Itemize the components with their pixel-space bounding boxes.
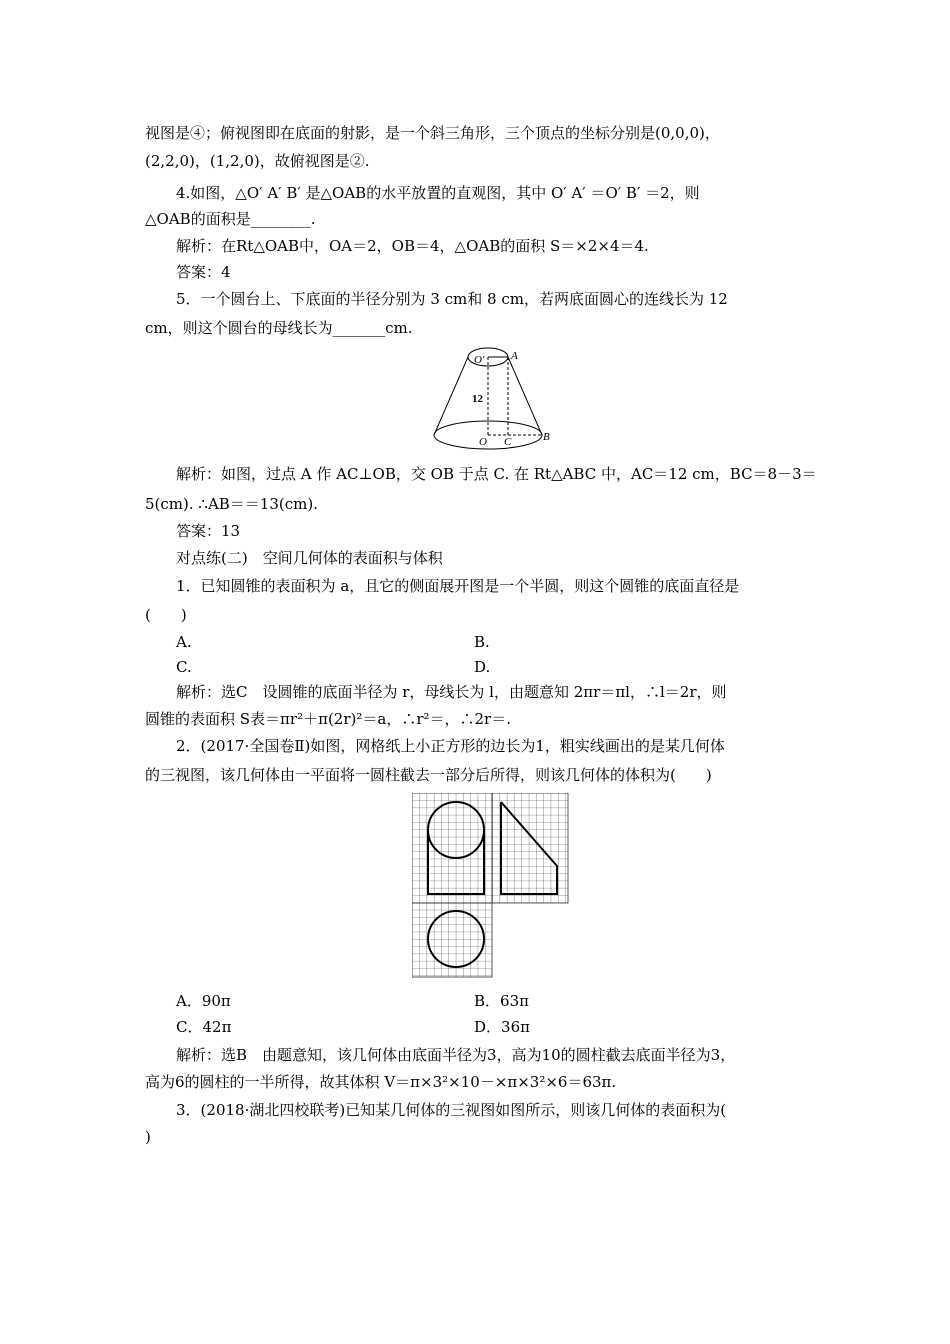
text-line: 5(cm). ∴AB＝＝13(cm). xyxy=(145,495,318,513)
answer-4: 答案：4 xyxy=(176,263,231,281)
answer-5: 答案：13 xyxy=(176,522,241,540)
question-1: 1．已知圆锥的表面积为 a，且它的侧面展开图是一个半圆，则这个圆锥的底面直径是 xyxy=(176,577,740,595)
option-c: C. xyxy=(176,658,192,676)
option-a: A．90π xyxy=(176,992,231,1010)
label-12: 12 xyxy=(472,393,483,405)
question-4: 4.如图，△O′ A′ B′ 是△OAB的水平放置的直观图，其中 O′ A′ ＝O′ B′ ＝2，则 xyxy=(176,184,700,202)
solution-5: 解析：如图，过点 A 作 AC⊥OB，交 OB 于点 C. 在 Rt△ABC 中，AC＝12 cm，BC＝8－3＝ xyxy=(176,465,817,483)
option-d: D. xyxy=(474,658,491,676)
text-line: ) xyxy=(145,1128,151,1146)
text-line: (2,2,0)，(1,2,0)，故俯视图是②. xyxy=(145,152,370,170)
label-b: B xyxy=(543,431,550,443)
question-3: 3．(2018·湖北四校联考)已知某几何体的三视图如图所示，则该几何体的表面积为( xyxy=(176,1101,727,1119)
option-b: B. xyxy=(474,633,490,651)
solution-4: 解析：在Rt△OAB中，OA＝2，OB＝4，△OAB的面积 S＝×2×4＝4. xyxy=(176,237,649,255)
option-c: C．42π xyxy=(176,1018,232,1036)
label-o-prime: O′ xyxy=(474,354,485,366)
solution-1: 解析：选C 设圆锥的底面半径为 r，母线长为 l，由题意知 2πr＝πl，∴l＝2r，则 xyxy=(176,683,727,701)
label-c: C xyxy=(504,436,512,448)
text-line: 圆锥的表面积 S表＝πr²＋π(2r)²＝a，∴r²＝，∴2r＝. xyxy=(145,710,511,728)
text-line: 视图是④；俯视图即在底面的射影，是一个斜三角形，三个顶点的坐标分别是(0,0,0)， xyxy=(145,124,720,142)
frustum-figure xyxy=(430,345,560,457)
three-view-figure xyxy=(412,793,572,979)
label-a: A xyxy=(511,350,518,362)
text-line: △OAB的面积是________. xyxy=(145,210,316,228)
text-line: 高为6的圆柱的一半所得，故其体积 V＝π×3²×10－×π×3²×6＝63π. xyxy=(145,1073,617,1091)
option-d: D．36π xyxy=(474,1018,530,1036)
solution-2: 解析：选B 由题意知，该几何体由底面半径为3，高为10的圆柱截去底面半径为3， xyxy=(176,1046,736,1064)
section-title: 对点练(二) 空间几何体的表面积与体积 xyxy=(176,549,443,567)
text-line: cm，则这个圆台的母线长为_______cm. xyxy=(145,319,413,337)
option-a: A. xyxy=(176,633,192,651)
label-o: O xyxy=(479,436,487,448)
text-line: 的三视图，该几何体由一平面将一圆柱截去一部分后所得，则该几何体的体积为( ) xyxy=(145,766,712,784)
question-5: 5．一个圆台上、下底面的半径分别为 3 cm和 8 cm，若两底面圆心的连线长为 12 xyxy=(176,290,728,308)
question-2: 2．(2017·全国卷Ⅱ)如图，网格纸上小正方形的边长为1，粗实线画出的是某几何体 xyxy=(176,737,725,755)
option-b: B．63π xyxy=(474,992,529,1010)
text-line: ( ) xyxy=(145,606,187,624)
